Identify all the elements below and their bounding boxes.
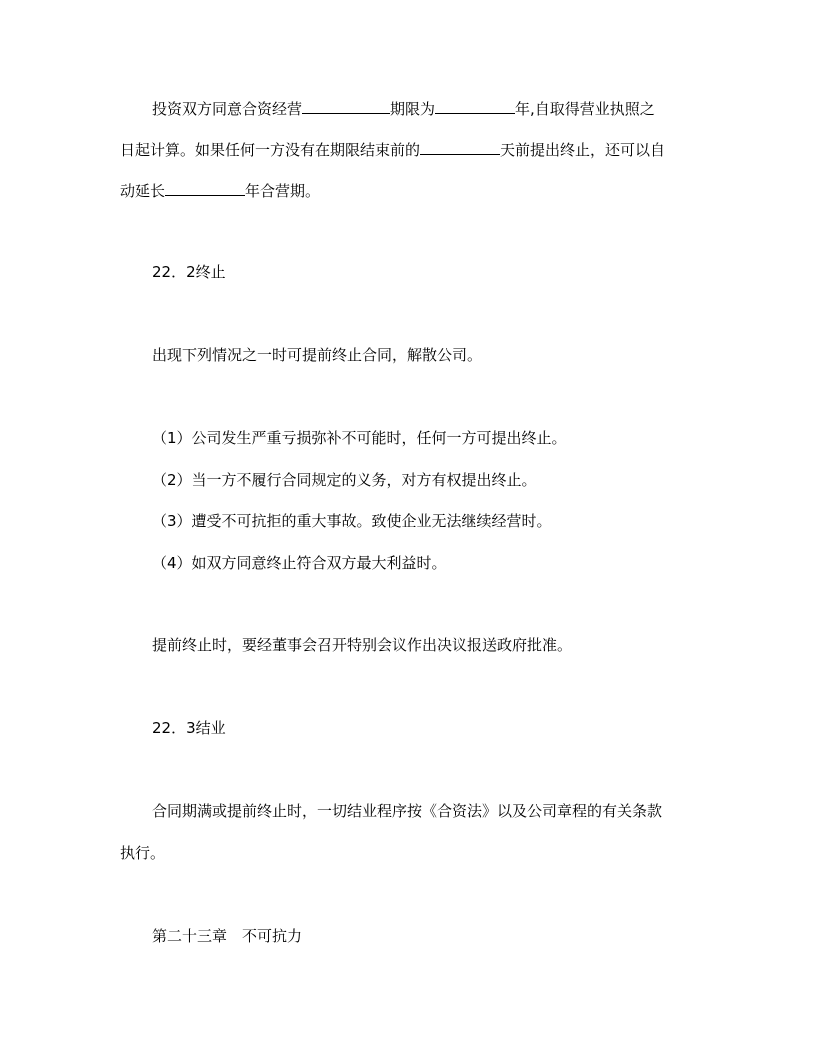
dissolution-paragraph-line-2: 执行。	[120, 844, 166, 862]
term-paragraph-line-3	[120, 180, 320, 200]
term-paragraph-line-1	[152, 98, 655, 118]
chapter-heading: 第二十三章 不可抗力	[152, 927, 303, 945]
term-text-5: 天前提出终止，还可以自	[500, 141, 666, 159]
dissolution-paragraph-line-1: 合同期满或提前终止时，一切结业程序按《合资法》以及公司章程的有关条款	[152, 802, 663, 820]
term-text-3: 年,自取得营业执照之	[515, 100, 655, 118]
termination-intro: 出现下列情况之一时可提前终止合同，解散公司。	[152, 346, 483, 364]
term-paragraph-line-2	[120, 139, 665, 159]
termination-item-1: （1）公司发生严重亏损弥补不可能时，任何一方可提出终止。	[152, 429, 567, 447]
term-text-2: 期限为	[390, 100, 436, 118]
section-heading-dissolution: 22．3结业	[152, 719, 226, 737]
term-text-7: 年合营期。	[245, 182, 321, 200]
termination-item-3: （3）遭受不可抗拒的重大事故。致使企业无法继续经营时。	[152, 512, 552, 530]
term-text-6: 动延长	[120, 182, 166, 200]
termination-item-4: （4）如双方同意终止符合双方最大利益时。	[152, 554, 447, 572]
termination-closing: 提前终止时，要经董事会召开特别会议作出决议报送政府批准。	[152, 636, 573, 654]
blank-field-extension	[165, 180, 245, 196]
term-text-4: 日起计算。如果任何一方没有在期限结束前的	[120, 141, 421, 159]
section-heading-termination: 22．2终止	[152, 263, 226, 281]
termination-item-2: （2）当一方不履行合同规定的义务，对方有权提出终止。	[152, 471, 537, 489]
blank-field-term	[302, 98, 390, 114]
blank-field-years	[435, 98, 515, 114]
blank-field-days	[420, 139, 500, 155]
term-text-1: 投资双方同意合资经营	[152, 100, 303, 118]
